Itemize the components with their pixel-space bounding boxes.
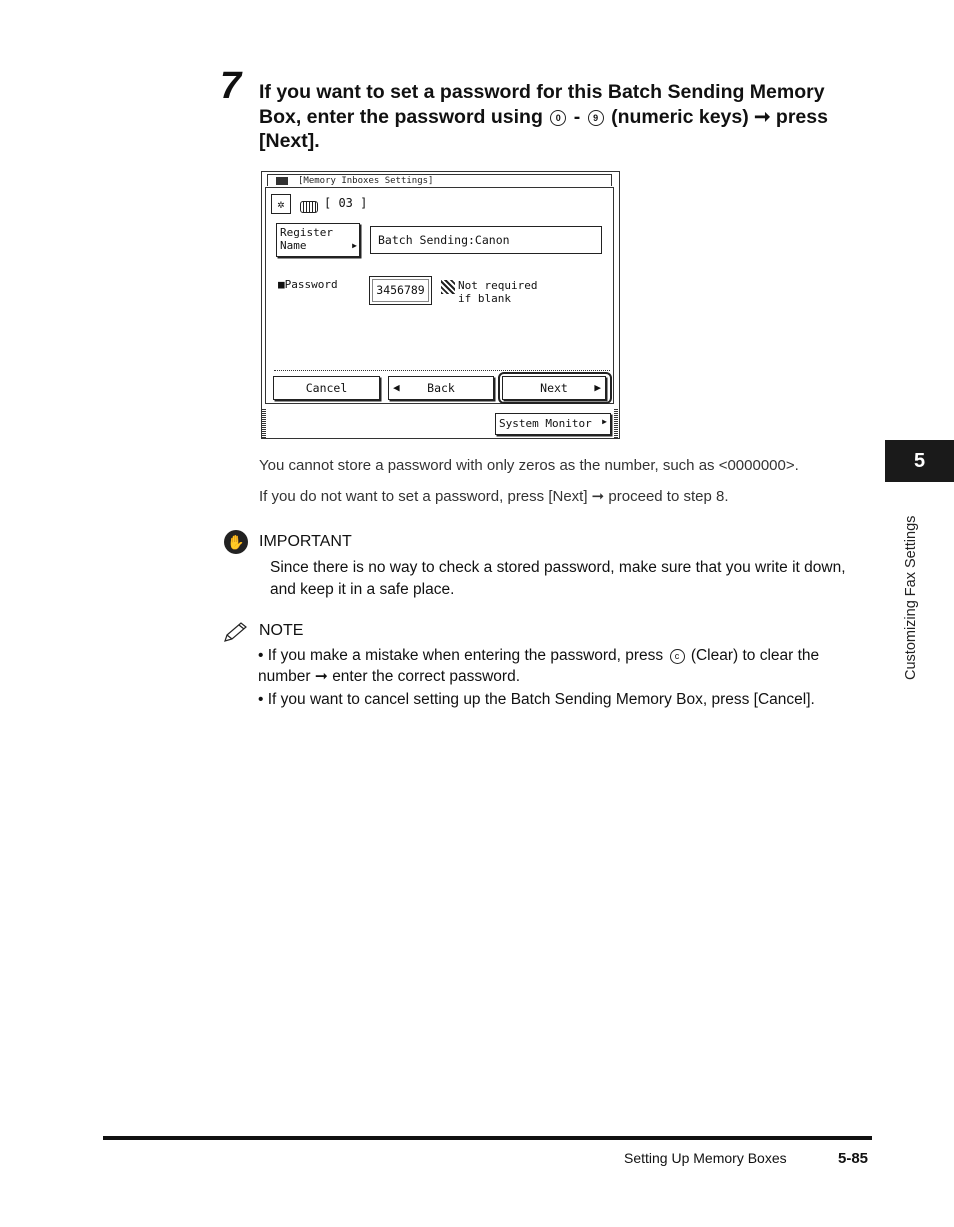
triangle-right-icon: ▶: [602, 417, 607, 426]
name-field[interactable]: Batch Sending:Canon: [370, 226, 602, 254]
system-monitor-label: System Monitor: [499, 417, 592, 430]
step-line2c: press: [775, 105, 828, 128]
password-label: ■Password: [278, 278, 338, 291]
important-title: IMPORTANT: [259, 533, 352, 550]
back-button[interactable]: [388, 376, 494, 400]
settings-panel: [265, 187, 614, 404]
note-bullet-cancel: • If you want to cancel setting up the Batch Sending Memory Box, press [Cancel].: [258, 691, 815, 708]
step-line2a: Box, enter the password using: [259, 105, 543, 128]
step-line2b: (numeric keys): [611, 105, 749, 128]
step-line3: [Next].: [259, 130, 320, 152]
note2-a: If you do not want to set a password, press [Next]: [259, 488, 588, 505]
page-number: 5-85: [838, 1150, 869, 1167]
password-hint: [458, 279, 537, 305]
step-dash: -: [573, 105, 581, 128]
bullet1-a: • If you make a mistake when entering the password, press: [258, 647, 664, 664]
register-name-button[interactable]: [276, 223, 360, 257]
skip-password-note: [259, 487, 729, 505]
status-bar: [262, 408, 618, 438]
screen-title-bar: [267, 174, 612, 186]
step-line1: If you want to set a password for this Batch Sending Memory: [259, 81, 825, 103]
password-field[interactable]: [369, 276, 432, 305]
triangle-right-icon: ▶: [594, 381, 601, 394]
hatch-right: [614, 408, 618, 438]
box-number: [ 03 ]: [324, 196, 368, 210]
arrow-icon: ➞: [591, 488, 605, 505]
chapter-tab: 5: [885, 440, 954, 482]
important-text: Since there is no way to check a stored password, make sure that you write it down, and keep it in a safe place.: [270, 559, 846, 598]
register-name-label: Register Name: [280, 226, 333, 252]
password-value: 3456789: [376, 283, 425, 297]
system-monitor-button[interactable]: [495, 413, 611, 435]
chapter-label: Customizing Fax Settings: [903, 515, 919, 680]
next-label: Next: [540, 381, 568, 395]
bullet1-c: enter the correct password.: [332, 668, 520, 685]
hand-stop-icon: ✋: [224, 530, 248, 554]
hint-line2: if blank: [458, 292, 511, 305]
memory-box-icon: [300, 201, 318, 213]
zero-password-note: You cannot store a password with only zeros as the number, such as <0000000>.: [259, 457, 799, 474]
back-label: Back: [427, 381, 455, 395]
bullet1-b: (Clear) to clear the number: [258, 647, 820, 685]
next-button[interactable]: [502, 376, 606, 400]
triangle-left-icon: ◀: [393, 381, 400, 394]
key-9-icon: 9: [588, 110, 604, 126]
hatch-left: [262, 408, 266, 438]
device-screen: [261, 171, 620, 439]
footer-section: Setting Up Memory Boxes: [624, 1150, 787, 1166]
note-title: NOTE: [259, 622, 304, 639]
key-0-icon: 0: [550, 110, 566, 126]
triangle-right-icon: ▶: [352, 241, 357, 250]
hint-line1: Not required: [458, 279, 538, 292]
step-instruction: [259, 80, 879, 154]
screen-title: [Memory Inboxes Settings]: [298, 176, 434, 186]
footer-rule: [103, 1136, 872, 1140]
divider: [274, 370, 610, 371]
arrow-icon: ➞: [754, 105, 771, 128]
note2-b: proceed to step 8.: [608, 488, 729, 505]
clear-key-icon: c: [670, 649, 685, 664]
note-bullet-clear: [258, 645, 868, 687]
inbox-icon: [276, 177, 288, 185]
arrow-icon: ➞: [314, 668, 328, 685]
cancel-button[interactable]: Cancel: [273, 376, 380, 400]
step-number: 7: [220, 65, 242, 107]
user-mode-icon: ✲: [271, 194, 291, 214]
pencil-icon: [222, 620, 250, 644]
hand-icon: [441, 280, 455, 294]
